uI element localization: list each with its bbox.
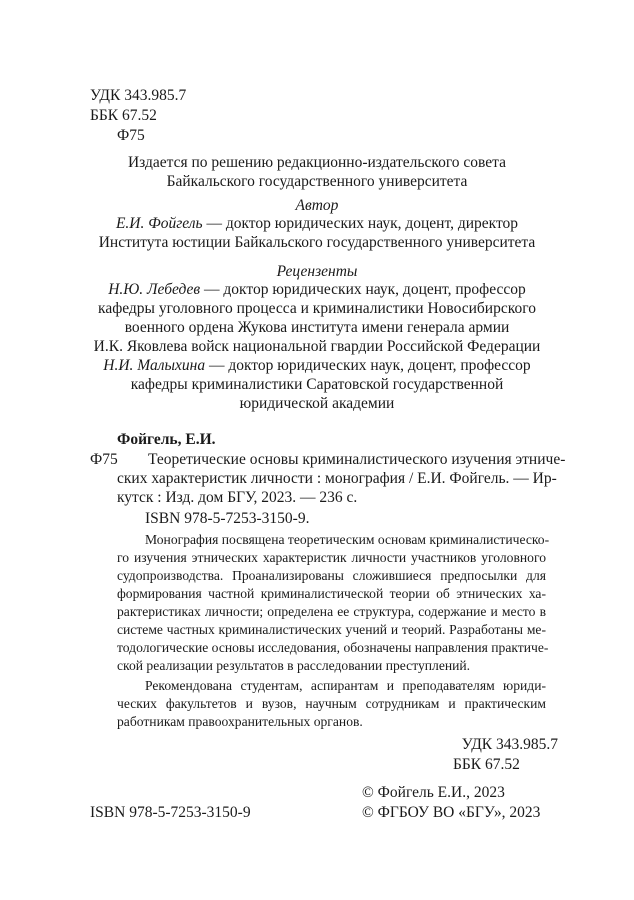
abstract-line6: системе частных криминалистических учений и теорий. Разработаны ме-	[117, 622, 546, 637]
abstract-line7: тодологические основы исследования, обозначены направления практиче-	[117, 640, 549, 655]
reviewer2-line2: кафедры криминалистики Саратовской государственной	[130, 376, 504, 393]
bbk-code: ББК 67.52	[90, 107, 157, 124]
reviewer2-line3: юридической академии	[239, 395, 395, 412]
footer-udk: УДК 343.985.7	[461, 736, 558, 753]
reviewer1-line1	[0, 280, 634, 299]
abstract-line1: Монография посвящена теоретическим основам криминалистическо-	[145, 532, 550, 547]
recommendation-line2: ческих факультетов и вузов, научным сотрудникам и практическим	[117, 696, 546, 711]
reviewer1-line4: И.К. Яковлева войск национальной гвардии Российской Федерации	[93, 338, 541, 355]
author-heading: Автор	[295, 197, 339, 214]
udk-code: УДК 343.985.7	[90, 87, 187, 104]
footer-bbk: ББК 67.52	[453, 756, 520, 773]
reviewer2-line1	[0, 356, 634, 375]
reviewers-heading: Рецензенты	[276, 263, 358, 280]
abstract-line4: формирования частной криминалистической теории об этнических ха-	[117, 586, 546, 601]
bib-line1: Теоретические основы криминалистического изучения этниче-	[148, 451, 566, 468]
reviewer1-line3: военного ордена Жукова института имени генерала армии	[124, 319, 510, 336]
recommendation-line3: работникам правоохранительных органов.	[117, 714, 363, 729]
reviewer1-credentials: — доктор юридических наук, доцент, профессор	[200, 281, 526, 298]
publisher-note-line2: Байкальского государственного университета	[166, 173, 468, 190]
copyright-author: © Фойгель Е.И., 2023	[362, 784, 505, 801]
reviewer2-credentials: — доктор юридических наук, доцент, профессор	[205, 357, 531, 374]
bib-line2: ских характеристик личности : монография / Е.И. Фойгель. — Ир-	[117, 470, 557, 487]
author-name: Е.И. Фойгель	[115, 215, 203, 232]
reviewer1-line2: кафедры уголовного процесса и криминалистики Новосибирского	[98, 300, 536, 317]
abstract-line8: ской реализации результатов в расследовании преступлений.	[117, 658, 471, 673]
isbn: ISBN 978-5-7253-3150-9	[90, 804, 251, 821]
author-mark: Ф75	[117, 127, 145, 144]
recommendation-line1: Рекомендована студентам, аспирантам и преподавателям юриди-	[145, 678, 546, 693]
bib-author-mark: Ф75	[90, 451, 118, 468]
bib-isbn: ISBN 978-5-7253-3150-9.	[145, 510, 310, 527]
publisher-note-line1: Издается по решению редакционно-издательского совета	[127, 154, 506, 171]
author-line2: Института юстиции Байкальского государственного университета	[98, 234, 536, 251]
bib-author: Фойгель, Е.И.	[117, 431, 216, 448]
abstract-line3: судопроизводства. Проанализированы сложившиеся предпосылки для	[117, 568, 546, 583]
abstract-line5: рактеристиках личности; определена ее структура, содержание и место в	[117, 604, 546, 619]
abstract-line2: го изучения этнических характеристик личности участников уголовного	[117, 550, 546, 565]
reviewer2-name: Н.И. Малыхина	[103, 357, 206, 374]
reviewer1-name: Н.Ю. Лебедев	[108, 281, 201, 298]
copyright-publisher: © ФГБОУ ВО «БГУ», 2023	[362, 804, 541, 821]
bib-line3: кутск : Изд. дом БГУ, 2023. — 236 с.	[117, 489, 358, 506]
author-credentials: — доктор юридических наук, доцент, директор	[202, 215, 519, 232]
author-line1	[0, 214, 634, 233]
